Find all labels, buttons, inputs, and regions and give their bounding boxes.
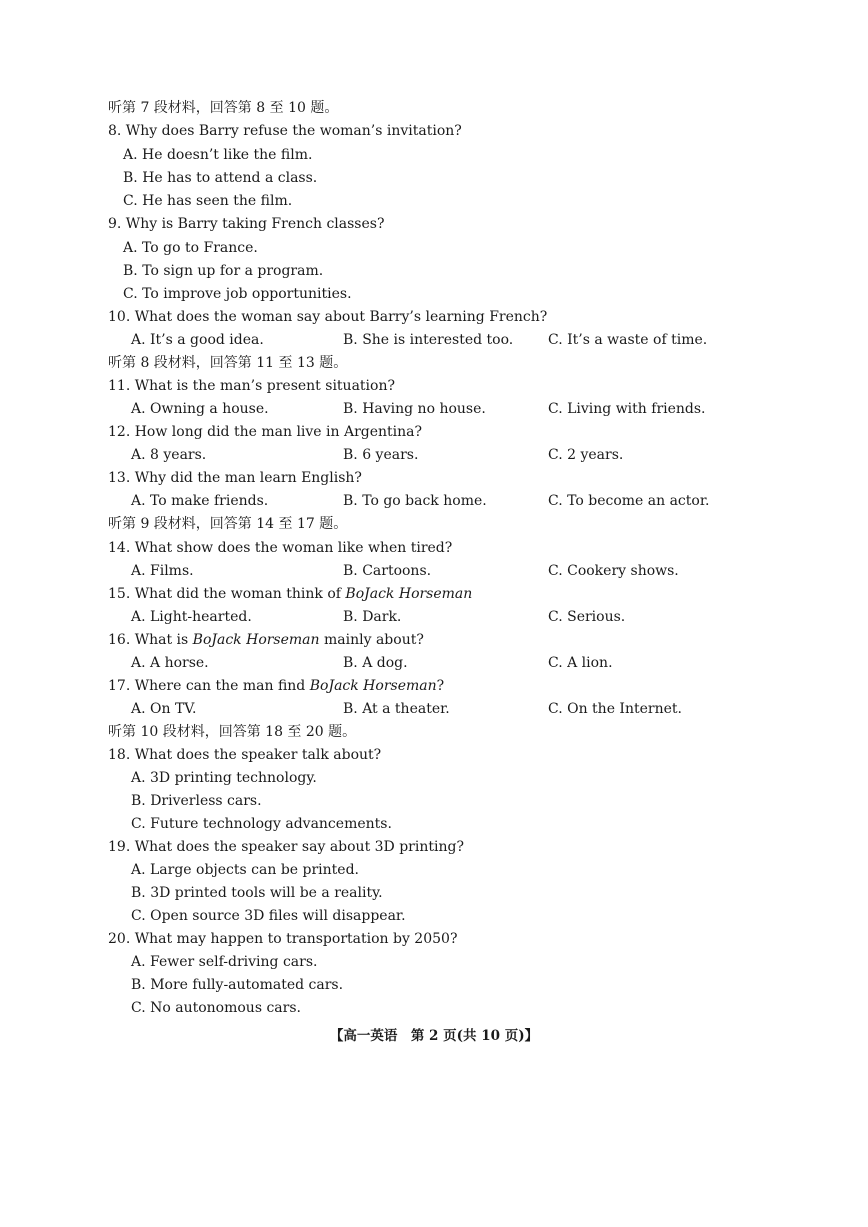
- option: A. Large objects can be printed.: [131, 862, 359, 878]
- question: 15. What did the woman think of BoJack Horseman: [108, 586, 473, 602]
- question: 19. What does the speaker say about 3D printing?: [108, 839, 464, 855]
- option-b: B. At a theater.: [343, 701, 450, 717]
- option-row: [0, 398, 868, 421]
- option-c: C. Cookery shows.: [548, 563, 679, 579]
- option: A. 3D printing technology.: [131, 770, 317, 786]
- option-a: A. To make friends.: [131, 493, 269, 509]
- show-title: BoJack Horseman: [345, 586, 473, 602]
- option-a: A. Films.: [131, 563, 194, 579]
- show-title: BoJack Horseman: [309, 678, 437, 694]
- option-c: C. On the Internet.: [548, 701, 682, 717]
- option-b: B. Having no house.: [343, 401, 486, 417]
- question: 18. What does the speaker talk about?: [108, 747, 382, 763]
- show-title: BoJack Horseman: [192, 632, 320, 648]
- section-heading: 听第 9 段材料，回答第 14 至 17 题。: [108, 516, 348, 532]
- option-b: B. Cartoons.: [343, 563, 432, 579]
- question: 8. Why does Barry refuse the woman’s invitation?: [108, 123, 462, 139]
- option: A. Fewer self-driving cars.: [131, 954, 318, 970]
- option: B. More fully-automated cars.: [131, 977, 344, 993]
- page-footer: 【高一英语 第 2 页(共 10 页)】: [329, 1028, 539, 1044]
- option-b: B. A dog.: [343, 655, 408, 671]
- option-b: B. She is interested too.: [343, 332, 514, 348]
- section-heading: 听第 10 段材料，回答第 18 至 20 题。: [108, 724, 357, 740]
- question: 12. How long did the man live in Argentina?: [108, 424, 423, 440]
- question: 17. Where can the man find BoJack Horseman?: [108, 678, 445, 694]
- option-a: A. Owning a house.: [131, 401, 269, 417]
- option-b: B. 6 years.: [343, 447, 419, 463]
- option: B. Driverless cars.: [131, 793, 262, 809]
- option-c: C. 2 years.: [548, 447, 624, 463]
- question: 11. What is the man’s present situation?: [108, 378, 395, 394]
- section-heading: 听第 8 段材料，回答第 11 至 13 题。: [108, 355, 348, 371]
- question: 13. Why did the man learn English?: [108, 470, 362, 486]
- option-row: [0, 698, 868, 721]
- option-row: [0, 606, 868, 629]
- option-c: C. Living with friends.: [548, 401, 706, 417]
- option-c: C. Serious.: [548, 609, 626, 625]
- option: B. He has to attend a class.: [123, 170, 318, 186]
- option-a: A. A horse.: [131, 655, 209, 671]
- question: 10. What does the woman say about Barry’s learning French?: [108, 309, 548, 325]
- question: 9. Why is Barry taking French classes?: [108, 216, 385, 232]
- option-c: C. To become an actor.: [548, 493, 710, 509]
- option-row: [0, 490, 868, 513]
- option-a: A. Light-hearted.: [131, 609, 252, 625]
- option: B. 3D printed tools will be a reality.: [131, 885, 383, 901]
- option: A. To go to France.: [123, 240, 258, 256]
- question: 20. What may happen to transportation by 2050?: [108, 931, 458, 947]
- option: C. To improve job opportunities.: [123, 286, 352, 302]
- option: C. Future technology advancements.: [131, 816, 392, 832]
- question: 16. What is BoJack Horseman mainly about?: [108, 632, 424, 648]
- question: 14. What show does the woman like when tired?: [108, 540, 453, 556]
- option-row: [0, 444, 868, 467]
- option-c: C. It’s a waste of time.: [548, 332, 708, 348]
- option-b: B. To go back home.: [343, 493, 487, 509]
- option-a: A. On TV.: [131, 701, 197, 717]
- section-heading: 听第 7 段材料，回答第 8 至 10 题。: [108, 100, 339, 116]
- option: A. He doesn’t like the film.: [123, 147, 313, 163]
- option: B. To sign up for a program.: [123, 263, 324, 279]
- option-c: C. A lion.: [548, 655, 613, 671]
- option-a: A. It’s a good idea.: [131, 332, 264, 348]
- option-b: B. Dark.: [343, 609, 402, 625]
- option: C. Open source 3D files will disappear.: [131, 908, 406, 924]
- option-row: [0, 560, 868, 583]
- option-a: A. 8 years.: [131, 447, 207, 463]
- option: C. He has seen the film.: [123, 193, 293, 209]
- option-row: [0, 652, 868, 675]
- option-row: [0, 329, 868, 352]
- option: C. No autonomous cars.: [131, 1000, 301, 1016]
